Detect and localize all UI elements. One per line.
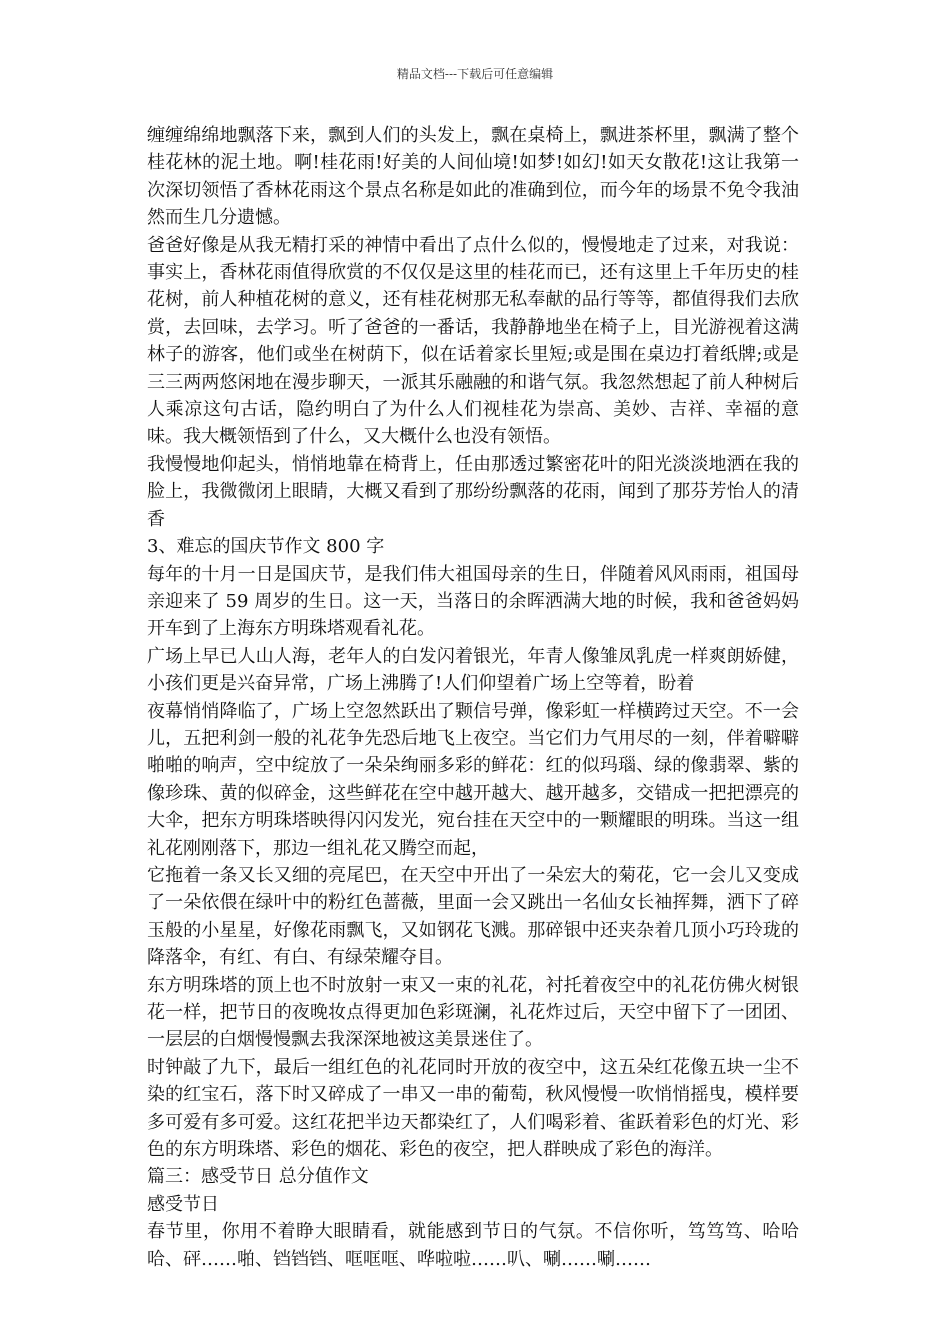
paragraph: 缠缠绵绵地飘落下来，飘到人们的头发上，飘在桌椅上，飘进茶杯里，飘满了整个桂花林的泥土地。啊!桂花雨!好美的人间仙境!如梦!如幻!如天女散花!这让我第一次深切领悟了香林花雨这个景点名称是如此的准确到位，而今年的场景不免令我油然而生几分遗憾。	[147, 125, 799, 229]
paragraph: 春节里，你用不着睁大眼睛看，就能感到节日的气氛。不信你听，笃笃笃、哈哈哈、砰……啪、铛铛铛、哐哐哐、哗啦啦……叭、唰……唰……	[147, 1221, 799, 1270]
page-header: 精品文档---下载后可任意编辑	[396, 67, 554, 81]
paragraph: 我慢慢地仰起头，悄悄地靠在椅背上，任由那透过繁密花叶的阳光淡淡地洒在我的脸上，我微微闭上眼睛，大概又看到了那纷纷飘落的花雨，闻到了那芬芳怡人的清香	[147, 453, 799, 530]
section-title: 感受节日	[147, 1193, 219, 1215]
document-body	[147, 122, 799, 1273]
paragraph: 每年的十月一日是国庆节，是我们伟大祖国母亲的生日，伴随着风风雨雨，祖国母亲迎来了 59 周岁的生日。这一天，当落日的余晖洒满大地的时候，我和爸爸妈妈开车到了上海东方明珠塔观看礼花。	[147, 563, 799, 640]
paragraph: 东方明珠塔的顶上也不时放射一束又一束的礼花，衬托着夜空中的礼花仿佛火树银花一样，把节日的夜晚妆点得更加色彩斑澜，礼花炸过后，天空中留下了一团团、一层层的白烟慢慢飘去我深深地被这美景迷住了。	[147, 974, 799, 1051]
paragraph: 它拖着一条又长又细的亮尾巴，在天空中开出了一朵宏大的菊花，它一会儿又变成了一朵依偎在绿叶中的粉红色蔷薇，里面一会又跳出一名仙女长袖挥舞，洒下了碎玉般的小星星，好像花雨飘飞，又如钢花飞溅。那碎银中还夹杂着几顶小巧玲珑的降落伞，有红、有白、有绿荣耀夺目。	[147, 864, 799, 969]
paragraph: 时钟敲了九下，最后一组红色的礼花同时开放的夜空中，这五朵红花像五块一尘不染的红宝石，落下时又碎成了一串又一串的葡萄，秋风慢慢一吹悄悄摇曳，模样要多可爱有多可爱。这红花把半边天都染红了，人们喝彩着、雀跃着彩色的灯光、彩色的东方明珠塔、彩色的烟花、彩色的夜空，把人群映成了彩色的海洋。	[147, 1056, 799, 1161]
paragraph: 爸爸好像是从我无精打采的神情中看出了点什么似的，慢慢地走了过来，对我说：事实上，香林花雨值得欣赏的不仅仅是这里的桂花而已，还有这里上千年历史的桂花树，前人种植花树的意义，还有桂花树那无私奉献的品行等等，都值得我们去欣赏，去回味，去学习。听了爸爸的一番话，我静静地坐在椅子上，目光游视着这满林子的游客，他们或坐在树荫下，似在话着家长里短;或是围在桌边打着纸牌;或是三三两两悠闲地在漫步聊天，一派其乐融融的和谐气氛。我忽然想起了前人种树后人乘凉这句古话，隐约明白了为什么人们视桂花为崇高、美妙、吉祥、幸福的意味。我大概领悟到了什么，又大概什么也没有领悟。	[147, 234, 799, 448]
section-heading: 3、难忘的国庆节作文 800 字	[147, 536, 385, 558]
section-heading: 篇三：感受节日 总分值作文	[147, 1166, 369, 1188]
paragraph: 广场上早已人山人海，老年人的白发闪着银光，年青人像雏凤乳虎一样爽朗娇健，小孩们更是兴奋异常，广场上沸腾了!人们仰望着广场上空等着，盼着	[147, 645, 799, 695]
paragraph: 夜幕悄悄降临了，广场上空忽然跃出了颗信号弹，像彩虹一样横跨过天空。不一会儿，五把利剑一般的礼花争先恐后地飞上夜空。当它们力气用尽的一刻，伴着噼噼啪啪的响声，空中绽放了一朵朵绚丽多彩的鲜花：红的似玛瑙、绿的像翡翠、紫的像珍珠、黄的似碎金，这些鲜花在空中越开越大、越开越多，交错成一把把漂亮的大伞，把东方明珠塔映得闪闪发光，宛台挂在天空中的一颗耀眼的明珠。当这一组礼花刚刚落下，那边一组礼花又腾空而起，	[147, 700, 799, 859]
